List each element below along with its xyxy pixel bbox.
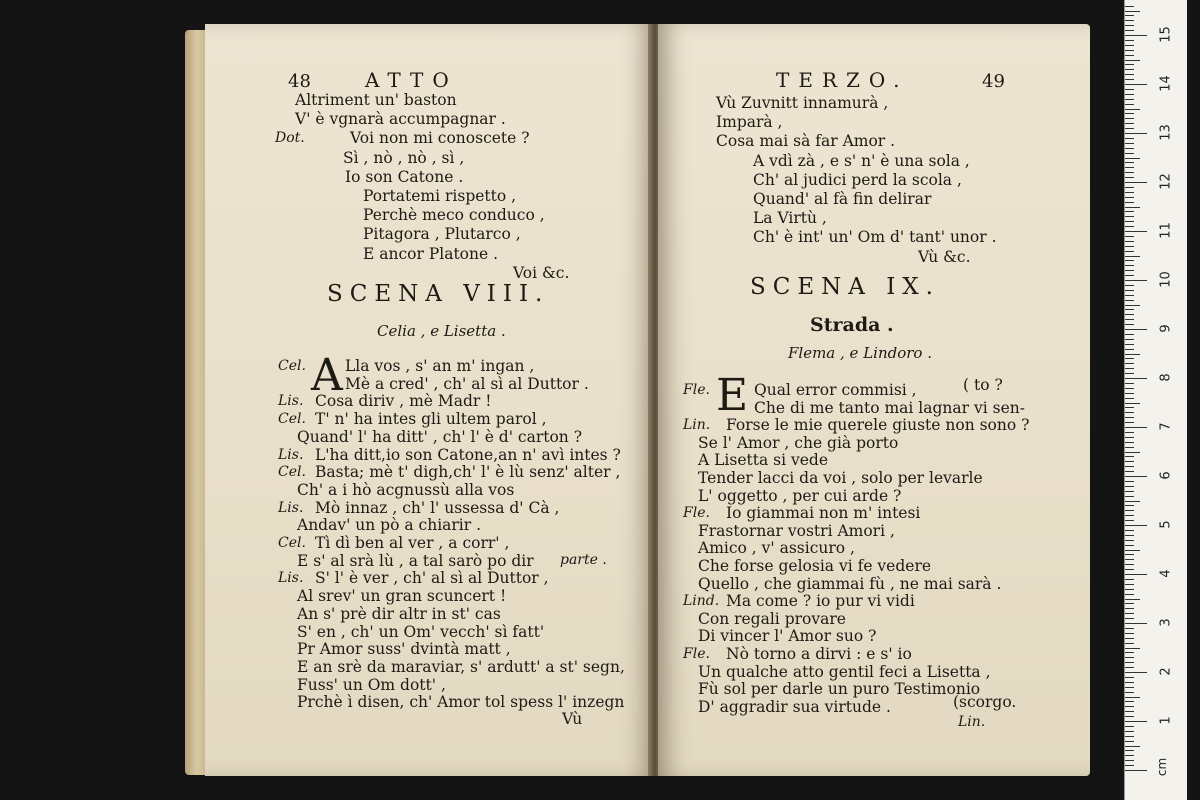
verse-line: Lla vos , s' an m' ingan , (345, 357, 535, 375)
ruler-tick (1125, 770, 1147, 771)
catchword: Lin. (958, 714, 986, 730)
ruler-tick (1125, 589, 1134, 590)
verse-line: Pr Amor suss' dvintà matt , (297, 640, 511, 659)
ruler-tick (1125, 687, 1134, 688)
ruler-tick (1125, 540, 1134, 541)
running-head: TERZO. (776, 68, 909, 92)
ruler-tick (1125, 133, 1147, 134)
catchword: Vù (562, 710, 583, 728)
ruler-tick (1125, 403, 1140, 404)
verse-line: Quand' al fà fin delirar (753, 190, 932, 208)
speaker-label: Lis. (278, 446, 304, 463)
ruler-tick (1125, 231, 1147, 232)
ruler-number: 9 (1158, 324, 1174, 333)
ruler-tick (1125, 305, 1140, 306)
verse-line: Qual error commisi , (754, 381, 917, 399)
ruler-tick (1125, 241, 1134, 242)
ruler-tick (1125, 300, 1134, 301)
ruler-tick (1125, 564, 1134, 565)
ruler-tick (1125, 334, 1134, 335)
ruler-tick (1125, 74, 1134, 75)
ruler-tick (1125, 138, 1134, 139)
ruler-tick (1125, 388, 1134, 389)
speaker-label: Lis. (278, 393, 304, 410)
ruler-number: 11 (1158, 222, 1174, 239)
ruler-tick (1125, 515, 1134, 516)
stage-direction-parte: parte . (560, 552, 607, 568)
ruler-tick (1125, 148, 1134, 149)
ruler-tick (1125, 417, 1134, 418)
ruler-tick (1125, 584, 1134, 585)
ruler-tick (1125, 79, 1134, 80)
verse-line: T' n' ha intes gli ultem parol , (315, 410, 547, 429)
ruler-unit: cm (1155, 757, 1170, 777)
speaker-label: Fle. (683, 646, 710, 662)
speaker-label: Fle. (683, 505, 710, 522)
ruler-tick (1125, 736, 1134, 737)
ruler-number: 8 (1158, 373, 1174, 382)
ruler-tick (1125, 652, 1134, 653)
verse-line: Ch' a i hò acgnussù alla vos (297, 480, 515, 499)
verse-line: Di vincer l' Amor suo ? (698, 627, 877, 646)
verse-line: A vdì zà , e s' n' è una sola , (753, 151, 970, 170)
ruler-tick (1125, 329, 1147, 330)
verse-line: S' en , ch' un Om' vecch' sì fatt' (297, 622, 545, 641)
verse-line: Ch' è int' un' Om d' tant' unor . (753, 228, 997, 247)
ruler-tick (1125, 432, 1134, 433)
scene-location: Strada . (810, 314, 894, 336)
speaker-label: Cel. (278, 411, 306, 428)
ruler-tick (1125, 427, 1147, 428)
ruler-tick (1125, 461, 1134, 462)
verse-line: An s' prè dir altr in st' cas (297, 604, 501, 623)
verse-line: Portatemi rispetto , (363, 187, 517, 205)
ruler-tick (1125, 667, 1134, 668)
ruler-tick (1125, 398, 1134, 399)
ruler-tick (1125, 290, 1134, 291)
ruler-tick (1125, 226, 1134, 227)
ruler-tick (1125, 648, 1140, 649)
ruler-tick (1125, 393, 1134, 394)
ruler-tick (1125, 618, 1134, 619)
ruler-tick (1125, 256, 1140, 257)
ruler-tick (1125, 755, 1134, 756)
ruler-tick (1125, 40, 1134, 41)
ruler-number: 4 (1158, 569, 1174, 578)
ruler-number: 14 (1158, 75, 1174, 92)
ruler-tick (1125, 760, 1134, 761)
verse-line: Perchè meco conduco , (363, 206, 545, 225)
ruler-tick (1125, 486, 1134, 487)
ruler-tick (1125, 569, 1134, 570)
ruler-tick (1125, 202, 1134, 203)
drop-cap: E (716, 370, 749, 421)
ruler-tick (1125, 471, 1134, 472)
ruler-tick (1125, 711, 1134, 712)
verse-line: Nò torno a dirvi : e s' io (726, 645, 912, 663)
verse-line: Pitagora , Plutarco , (363, 225, 521, 244)
ruler-number: 10 (1158, 271, 1174, 288)
scene-characters: Flema , e Lindoro . (788, 344, 932, 362)
ruler-tick (1125, 153, 1134, 154)
ruler-tick (1125, 128, 1134, 129)
ruler-number: 1 (1158, 716, 1174, 725)
ruler-tick (1125, 510, 1134, 511)
ruler-tick (1125, 60, 1140, 61)
ruler-number: 3 (1158, 618, 1174, 627)
speaker-label: Lin. (683, 417, 711, 434)
verse-line: La Virtù , (753, 209, 827, 228)
ruler-tick (1125, 211, 1134, 212)
ruler-number: 7 (1158, 422, 1174, 431)
ruler-tick (1125, 505, 1134, 506)
ruler-tick (1125, 358, 1134, 359)
ruler-tick (1125, 545, 1134, 546)
ruler-tick (1125, 182, 1147, 183)
speaker-label: Lis. (278, 499, 304, 516)
left-page (205, 24, 653, 776)
ruler-tick (1125, 236, 1134, 237)
verse-line: L' oggetto , per cui arde ? (698, 486, 902, 505)
ruler-tick (1125, 657, 1134, 658)
ruler-tick (1125, 466, 1134, 467)
ruler-tick (1125, 750, 1134, 751)
ruler-tick (1125, 643, 1134, 644)
ruler-tick (1125, 476, 1147, 477)
verse-line: Quand' l' ha ditt' , ch' l' è d' carton ? (297, 427, 583, 446)
ruler-tick (1125, 692, 1134, 693)
verse-line: E s' al srà lù , a tal sarò po dir (297, 551, 534, 570)
ruler-tick (1125, 270, 1134, 271)
ruler-tick (1125, 123, 1134, 124)
verse-line: A Lisetta si vede (698, 451, 828, 470)
ruler-tick (1125, 491, 1134, 492)
ruler-tick (1125, 25, 1134, 26)
scale-ruler (1124, 0, 1187, 800)
ruler-tick (1125, 412, 1134, 413)
speaker-label: Cel. (278, 464, 306, 481)
ruler-tick (1125, 89, 1134, 90)
speaker-label: Lis. (278, 570, 304, 587)
ruler-number: 13 (1158, 124, 1174, 141)
ruler-tick (1125, 373, 1134, 374)
verse-line: Con regali provare (698, 609, 846, 628)
verse-line: Sì , nò , nò , sì , (343, 148, 465, 167)
ruler-tick (1125, 349, 1134, 350)
verse-line: Tender lacci da voi , solo per levarle (698, 469, 983, 487)
verse-line: Vù &c. (918, 247, 971, 266)
ruler-tick (1125, 363, 1134, 364)
ruler-tick (1125, 442, 1134, 443)
ruler-tick (1125, 216, 1134, 217)
verse-line: Che di me tanto mai lagnar vi sen- (754, 398, 1025, 417)
speaker-label: Lind. (683, 593, 720, 610)
ruler-tick (1125, 599, 1140, 600)
ruler-tick (1125, 324, 1134, 325)
ruler-tick (1125, 638, 1134, 639)
ruler-tick (1125, 285, 1134, 286)
ruler-tick (1125, 383, 1134, 384)
ruler-tick (1125, 84, 1147, 85)
ruler-tick (1125, 55, 1134, 56)
ruler-number: 12 (1158, 173, 1174, 190)
running-head: ATTO (365, 68, 458, 92)
verse-line: Quello , che giammai fù , ne mai sarà . (698, 574, 1002, 593)
verse-line: E an srè da maraviar, s' ardutt' a st' segn, (297, 657, 625, 676)
ruler-tick (1125, 662, 1134, 663)
verse-line: Mè a cred' , ch' al sì al Duttor . (345, 374, 589, 393)
ruler-tick (1125, 422, 1134, 423)
verse-line: Ma come ? io pur vi vidi (726, 592, 915, 611)
verse-line: Forse le mie querele giuste non sono ? (726, 416, 1030, 435)
ruler-tick (1125, 30, 1134, 31)
ruler-number: 2 (1158, 667, 1174, 676)
ruler-tick (1125, 167, 1134, 168)
speaker-label: Cel. (278, 358, 306, 374)
stage-direction-to: ( to ? (963, 376, 1003, 394)
ruler-tick (1125, 187, 1134, 188)
verse-line: Voi non mi conoscete ? (350, 129, 530, 148)
drop-cap: A (311, 350, 343, 401)
ruler-tick (1125, 45, 1134, 46)
ruler-tick (1125, 378, 1147, 379)
ruler-tick (1125, 275, 1134, 276)
ruler-tick (1125, 677, 1134, 678)
verse-line: Io son Catone . (345, 167, 464, 186)
ruler-tick (1125, 158, 1140, 159)
ruler-tick (1125, 746, 1140, 747)
ruler-tick (1125, 251, 1134, 252)
verse-line: Se l' Amor , che già porto (698, 433, 899, 452)
ruler-tick (1125, 741, 1134, 742)
verse-line: Fù sol per darle un puro Testimonio (698, 680, 981, 699)
ruler-tick (1125, 407, 1134, 408)
ruler-tick (1125, 50, 1134, 51)
ruler-tick (1125, 314, 1134, 315)
ruler-tick (1125, 15, 1134, 16)
ruler-tick (1125, 731, 1134, 732)
ruler-tick (1125, 64, 1134, 65)
ruler-tick (1125, 633, 1134, 634)
ruler-tick (1125, 452, 1140, 453)
ruler-tick (1125, 554, 1134, 555)
ruler-tick (1125, 628, 1134, 629)
ruler-tick (1125, 594, 1134, 595)
verse-line: Frastornar vostri Amori , (698, 521, 895, 540)
ruler-tick (1125, 721, 1147, 722)
ruler-tick (1125, 765, 1134, 766)
verse-line: Che forse gelosia vi fe vedere (698, 557, 932, 575)
verse-line: Voi &c. (513, 263, 570, 282)
stage-direction-scorgo: (scorgo. (953, 693, 1017, 711)
ruler-tick (1125, 118, 1134, 119)
ruler-tick (1125, 11, 1140, 12)
speaker-label: Fle. (683, 382, 710, 398)
ruler-number: 5 (1158, 520, 1174, 529)
scene-title: SCENA IX. (750, 274, 940, 300)
ruler-tick (1125, 319, 1134, 320)
ruler-tick (1125, 697, 1140, 698)
ruler-tick (1125, 456, 1134, 457)
ruler-tick (1125, 623, 1147, 624)
ruler-tick (1125, 246, 1134, 247)
ruler-number: 6 (1158, 471, 1174, 480)
verse-line: Ch' al judici perd la scola , (753, 170, 962, 189)
ruler-tick (1125, 535, 1134, 536)
ruler-tick (1125, 525, 1147, 526)
verse-line: D' aggradir sua virtude . (698, 697, 891, 716)
ruler-tick (1125, 579, 1134, 580)
ruler-tick (1125, 172, 1134, 173)
ruler-tick (1125, 309, 1134, 310)
ruler-tick (1125, 574, 1147, 575)
verse-line: Andav' un pò a chiarir . (297, 516, 482, 535)
speaker-label: Dot. (275, 130, 305, 147)
ruler-tick (1125, 109, 1140, 110)
verse-line: Vù Zuvnitt innamurà , (716, 94, 889, 112)
ruler-tick (1125, 501, 1140, 502)
ruler-tick (1125, 559, 1134, 560)
verse-line: Mò innaz , ch' l' ussessa d' Cà , (315, 498, 560, 517)
ruler-tick (1125, 716, 1134, 717)
ruler-tick (1125, 520, 1134, 521)
ruler-tick (1125, 339, 1134, 340)
ruler-tick (1125, 706, 1134, 707)
verse-line: E ancor Platone . (363, 244, 499, 263)
verse-line: Al srev' un gran scuncert ! (297, 587, 507, 606)
ruler-tick (1125, 94, 1134, 95)
ruler-tick (1125, 162, 1134, 163)
ruler-tick (1125, 550, 1140, 551)
ruler-tick (1125, 113, 1134, 114)
right-page (658, 24, 1090, 776)
scene-title: SCENA VIII. (327, 281, 550, 307)
verse-line: Fuss' un Om dott' , (297, 675, 446, 694)
ruler-tick (1125, 437, 1134, 438)
verse-line: Basta; mè t' digh,ch' l' è lù senz' alter , (315, 463, 621, 482)
ruler-tick (1125, 530, 1134, 531)
verse-line: S' l' è ver , ch' al sì al Duttor , (315, 569, 549, 588)
verse-line: Cosa diriv , mè Madr ! (315, 392, 492, 411)
ruler-tick (1125, 295, 1134, 296)
verse-line: Amico , v' assicuro , (698, 539, 855, 558)
ruler-tick (1125, 481, 1134, 482)
ruler-tick (1125, 20, 1134, 21)
ruler-tick (1125, 143, 1134, 144)
speaker-label: Cel. (278, 535, 306, 551)
verse-line: Io giammai non m' intesi (726, 504, 921, 523)
ruler-tick (1125, 99, 1134, 100)
ruler-tick (1125, 280, 1147, 281)
ruler-tick (1125, 672, 1147, 673)
verse-line: L'ha ditt,io son Catone,an n' avì intes ? (315, 445, 621, 464)
verse-line: Prchè ì disen, ch' Amor tol spess l' inzegn (297, 693, 625, 712)
verse-line: Tì dì ben al ver , a corr' , (315, 534, 510, 552)
verse-line: V' è vgnarà accumpagnar . (295, 110, 506, 129)
ruler-tick (1125, 344, 1134, 345)
ruler-tick (1125, 177, 1134, 178)
ruler-tick (1125, 613, 1134, 614)
ruler-tick (1125, 368, 1134, 369)
ruler-tick (1125, 192, 1134, 193)
verse-line: Altriment un' baston (295, 91, 457, 109)
ruler-tick (1125, 447, 1134, 448)
ruler-tick (1125, 496, 1134, 497)
page-number: 49 (982, 71, 1005, 92)
ruler-tick (1125, 221, 1134, 222)
page-number: 48 (288, 71, 311, 92)
ruler-tick (1125, 197, 1134, 198)
verse-line: Imparà , (716, 113, 783, 132)
ruler-tick (1125, 6, 1134, 7)
ruler-tick (1125, 265, 1134, 266)
verse-line: Cosa mai sà far Amor . (716, 132, 896, 151)
ruler-tick (1125, 354, 1140, 355)
ruler-tick (1125, 682, 1134, 683)
ruler-tick (1125, 701, 1134, 702)
verse-line: Un qualche atto gentil feci a Lisetta , (698, 662, 991, 681)
ruler-number: 15 (1158, 26, 1174, 43)
ruler-tick (1125, 69, 1134, 70)
ruler-tick (1125, 35, 1147, 36)
ruler-tick (1125, 726, 1134, 727)
ruler-tick (1125, 104, 1134, 105)
ruler-tick (1125, 207, 1140, 208)
ruler-tick (1125, 603, 1134, 604)
ruler-tick (1125, 608, 1134, 609)
ruler-tick (1125, 260, 1134, 261)
scene-characters: Celia , e Lisetta . (377, 322, 506, 340)
